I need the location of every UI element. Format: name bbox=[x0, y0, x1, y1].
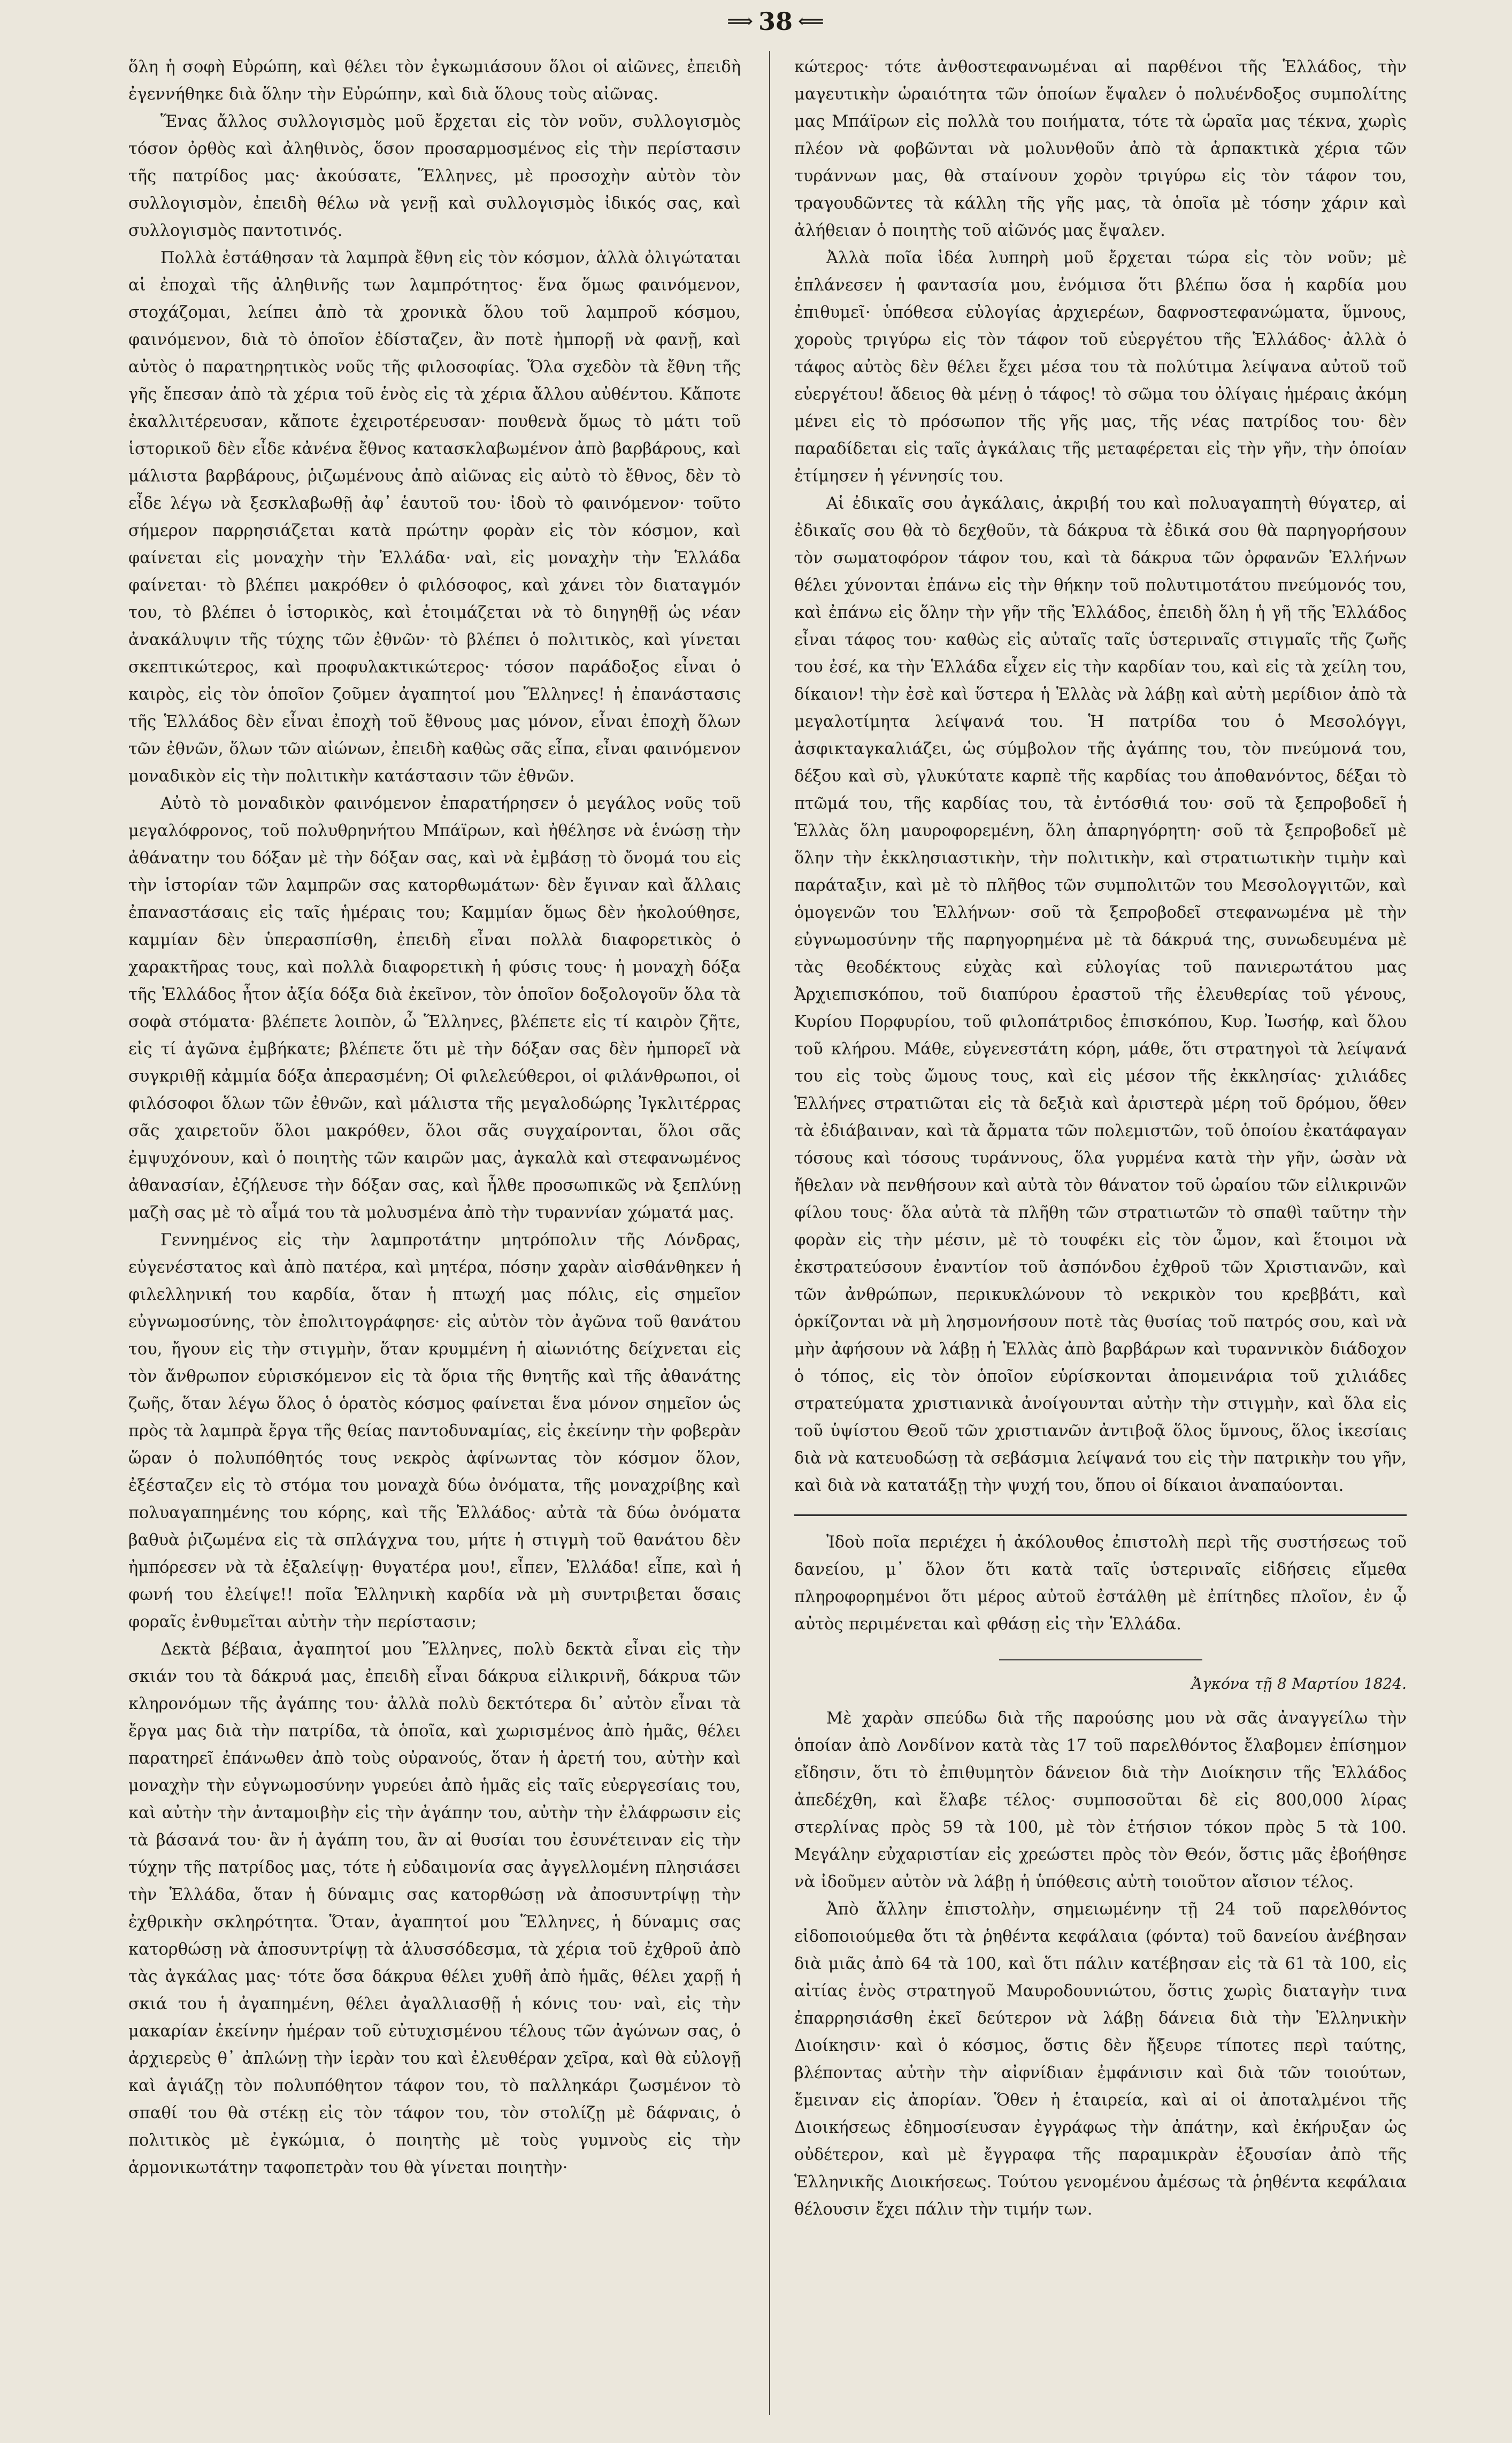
paragraph: ὅλη ἡ σοφὴ Εὐρώπη, καὶ θέλει τὸν ἐγκωμιάσουν ὅλοι οἱ αἰῶνες, ἐπειδὴ ἐγεννήθηκε διὰ ὅλην τὴν Εὐρώπην, καὶ διὰ ὅλους τοὺς αἰῶνας. bbox=[128, 58, 741, 104]
letter-paragraph: Μὲ χαρὰν σπεύδω διὰ τῆς παρούσης μου νὰ σᾶς ἀναγγείλω τὴν ὁποίαν ἀπὸ Λονδίνον κατὰ τὰς 17 τοῦ παρελθόντος ἔλαβομεν ἐπίσημον εἴδησιν, ὅτι τὸ ἐπιθυμητὸν δάνειον διὰ τὴν Διοίκησιν τῆς Ἑλλάδος ἀπεδέχθη, καὶ ἔλαβε τέλος· συμποσοῦται δὲ εἰς 800,000 λίρας στερλίνας πρὸς 59 τὰ 100, μὲ τὸν ἐτήσιον τόκον πρὸς 5 τὰ 100. Μεγάλην εὐχαριστίαν εἰς χρεώστει πρὸς τὸν Θεόν, ὅστις μᾶς ἐβοήθησε νὰ ἰδοῦμεν αὐτὸν νὰ λάβῃ ἡ ὑπόθεσις αὐτὴ τοιοῦτον αἴσιον τέλος. bbox=[794, 1709, 1407, 1891]
letter-paragraph: Ἀπὸ ἄλλην ἐπιστολὴν, σημειωμένην τῇ 24 τοῦ παρελθόντος εἰδοποιούμεθα ὅτι τὰ ῥηθέντα κεφάλαια (φόντα) τοῦ δανείου ἀνέβησαν διὰ μιᾶς ἀπὸ 64 τὰ 100, καὶ ὅτι πάλιν κατέβησαν εἰς τὰ 61 τὰ 100, εἰς αἰτίας ἑνὸς στρατηγοῦ Μαυροδουνιώτου, ὅστις χωρὶς διαταγὴν τινα ἐπαρρησιάσθη ἐκεῖ δεύτερον νὰ λάβῃ δάνεια διὰ τὴν Ἑλληνικὴν Διοίκησιν· καὶ ὁ κόσμος, ὅστις δὲν ἤξευρε τίποτες περὶ ταύτης, βλέποντας αὐτὴν τὴν αἰφνίδιαν ἐμφάνισιν καὶ διὰ τῶν τοιούτων, ἔμειναν εἰς ἀπορίαν. Ὅθεν ἡ ἑταιρεία, καὶ αἱ οἱ ἀποταλμένοι τῆς Διοικήσεως ἐδημοσίευσαν ἐγγράφως τὴν ἀπάτην, καὶ ἐκήρυξαν ὡς οὐδέτερον, καὶ μὲ ἔγγραφα τῆς παραμικρὰν ἐξουσίαν ἀπὸ τῆς Ἑλληνικῆς Διοικήσεως. Τούτου γενομένου ἀμέσως τὰ ῥηθέντα κεφάλαια θέλουσιν ἔχει πάλιν τὴν τιμήν των. bbox=[794, 1900, 1407, 2219]
left-column bbox=[128, 53, 741, 2181]
paragraph: Αὐτὸ τὸ μοναδικὸν φαινόμενον ἐπαρατήρησεν ὁ μεγάλος νοῦς τοῦ μεγαλόφρονος, τοῦ πολυθρηνήτου Μπάϊρων, καὶ ἠθέλησε νὰ ἑνώσῃ τὴν ἀθάνατην του δόξαν μὲ τὴν δόξαν σας, καὶ νὰ ἐμβάσῃ τὸ ὄνομά του εἰς τὴν ἱστορίαν τῶν λαμπρῶν σας κατορθωμάτων· δὲν ἔγιναν καὶ ἄλλαις ἐπαναστάσαις εἰς ταῖς ἡμέραις του; Καμμίαν ὅμως δὲν ἠκολούθησε, καμμίαν δὲν ὑπερασπίσθη, ἐπειδὴ εἶναι πολλὰ διαφορετικὸς ὁ χαρακτῆρας τους, καὶ πολλὰ διαφορετικὴ ἡ φύσις τους· ἡ μοναχὴ δόξα τῆς Ἑλλάδος ἦτον ἀξία δόξα διὰ ἐκεῖνον, τὸν ὁποῖον δοξολογοῦν ὅλα τὰ σοφὰ στόματα· βλέπετε λοιπὸν, ὦ Ἕλληνες, βλέπετε εἰς τί καιρὸν ζῆτε, εἰς τί ἀγῶνα ἐμβήκατε; βλέπετε ὅτι μὲ τὴν δόξαν σας δὲν ἠμπορεῖ νὰ συγκριθῇ κἀμμία δόξα ἀπερασμένη; Οἱ φιλελεύθεροι, οἱ φιλάνθρωποι, οἱ φιλόσοφοι ὅλων τῶν ἐθνῶν, καὶ μάλιστα τῆς μεγαλοδώρης Ἰγκλιτέρρας σᾶς χαιρετοῦν ὅλοι μακρόθεν, ὅλοι σᾶς συγχαίρονται, ὅλοι σᾶς ἐμψυχόνουν, καὶ ὁ ποιητὴς τῶν καιρῶν μας, ἀγκαλὰ καὶ στεφανωμένος ἀθανασίαν, ἐζήλευσε τὴν δόξαν σας, καὶ ἦλθε προσωπικῶς νὰ ξεπλύνῃ μαζὴ σας μὲ τὸ αἷμά του τὰ μολυσμένα ἀπὸ τὴν τυραννίαν χώματά μας. bbox=[128, 794, 741, 1222]
page-header bbox=[727, 5, 824, 37]
section-rule bbox=[794, 1514, 1407, 1516]
notice-paragraph: Ἰδοὺ ποῖα περιέχει ἡ ἀκόλουθος ἐπιστολὴ περὶ τῆς συστήσεως τοῦ δανείου, μ᾽ ὅλον ὅτι κατὰ ταῖς ὑστεριναῖς εἰδήσεις εἴμεθα πληροφορημένοι ὅτι μέρος αὐτοῦ ἐστάλθη μὲ ἐπίτηδες πλοῖον, ἐν ᾧ αὐτὸς περιμένεται καὶ φθάσῃ εἰς τὴν Ἑλλάδα. bbox=[794, 1533, 1407, 1634]
paragraph: Ἕνας ἄλλος συλλογισμὸς μοῦ ἔρχεται εἰς τὸν νοῦν, συλλογισμὸς τόσον ὀρθὸς καὶ ἀληθινὸς, ὅσον προσαρμοσμένος εἰς τὴν περίστασιν τῆς πατρίδος μας· ἀκούσατε, Ἕλληνες, μὲ προσοχὴν αὐτὸν τὸν συλλογισμὸν, ἐπειδὴ θέλω νὰ γενῇ καὶ συλλογισμὸς ἰδικός σας, καὶ συλλογισμὸς παντοτινός. bbox=[128, 112, 741, 240]
letter-dateline: Ἀγκόνα τῇ 8 Μαρτίου 1824. bbox=[1191, 1675, 1407, 1693]
short-rule bbox=[999, 1659, 1202, 1660]
paragraph: Γεννημένος εἰς τὴν λαμπροτάτην μητρόπολιν τῆς Λόνδρας, εὐγενέστατος καὶ ἀπὸ πατέρα, καὶ μητέρα, πόσην χαρὰν αἰσθάνθηκεν ἡ φιλελληνική του καρδία, ὅταν ἡ πτωχή μας πόλις, εἰς σημεῖον εὐγνωμοσύνης, τὸν ἐπολιτογράφησε· εἰς αὐτὸν τὸν ἀγῶνα τοῦ θανάτου του, ἤγουν εἰς τὴν στιγμὴν, ὅταν κρυμμένη ἡ αἰωνιότης δείχνεται εἰς τὸν ἄνθρωπον εὑρισκόμενον εἰς τὰ ὅρια τῆς θνητῆς καὶ τῆς ἀθανάτης ζωῆς, ὅταν λέγω ὅλος ὁ ὁρατὸς κόσμος φαίνεται ἕνα μόνον σημεῖον ὡς πρὸς τὰ λαμπρὰ ἔργα τῆς θείας παντοδυναμίας, εἰς ἐκείνην τὴν φοβερὰν ὥραν ὁ πολυπόθητός τους νεκρὸς ἀφίνωντας τὸν κόσμον ὅλον, ἐξέσταζεν εἰς τὸ στόμα του μοναχὰ δύω ὀνόματα, τῆς μοναχρίβης καὶ πολυαγαπημένης του κόρης, καὶ τῆς Ἑλλάδος· αὐτὰ τὰ δύω ὀνόματα βαθυὰ ῥιζωμένα εἰς τὰ σπλάγχνα του, μήτε ἡ στιγμὴ τοῦ θανάτου δὲν ἠμπόρεσεν νὰ τὰ ἐξαλείψῃ· θυγατέρα μου!, εἶπεν, Ἑλλάδα! εἶπε, καὶ ἡ φωνή του ἐλείψε!! ποῖα Ἑλληνικὴ καρδία νὰ μὴ συντριβεται ὅσαις φοραῖς ἐνθυμεῖται αὐτὴν τὴν περίστασιν; bbox=[128, 1231, 741, 1632]
paragraph: Ἀλλὰ ποῖα ἰδέα λυπηρὴ μοῦ ἔρχεται τώρα εἰς τὸν νοῦν; μὲ ἐπλάνεσεν ἡ φαντασία μου, ἐνόμισα ὅτι βλέπω ὅσα ἡ καρδία μου ἐπιθυμεῖ· ὑπόθεσα εὐλογίας ἀρχιερέων, δαφνοστεφανώματα, ὕμνους, χοροὺς τριγύρω εἰς τὸν τάφον τοῦ εὐεργέτου τῆς Ἑλλάδος· ἀλλὰ ὁ τάφος αὐτὸς δὲν θέλει ἔχει μέσα του τὰ πολύτιμα λείψανα αὐτοῦ τοῦ εὐεργέτου! ἄδειος θὰ μένῃ ὁ τάφος! τὸ σῶμα του ὀλίγαις ἡμέραις ἀκόμη μένει εἰς τὸ πρόσωπον τῆς γῆς μας, τῆς νέας πατρίδος του· δὲν παραδίδεται εἰς ταῖς ἀγκάλαις τῆς μεταφέρεται εἰς τὴν γῆν, τὴν ὁποίαν ἐτίμησεν ἡ γέννησίς του. bbox=[794, 249, 1407, 486]
ornament-left-icon: ⟹ bbox=[727, 11, 753, 32]
column-divider bbox=[769, 51, 770, 2415]
page-number: 38 bbox=[758, 7, 793, 36]
paragraph: κώτερος· τότε ἀνθοστεφανωμέναι αἱ παρθένοι τῆς Ἑλλάδος, τὴν μαγευτικὴν ὡραιότητα τῶν ὁποίων ἔψαλεν ὁ πολυένδοξος συμπολίτης μας Μπάϊρων εἰς πολλὰ του ποιήματα, τότε τὰ ὡραῖα μας τέκνα, χωρὶς πλέον νὰ φοβῶνται νὰ μολυνθοῦν ἀπὸ τὰ ἁρπακτικὰ χέρια τῶν τυράννων μας, θὰ σταίνουν χορὸν τριγύρω εἰς τὸν τάφον του, τραγουδῶντες τὰ κάλλη τῆς γῆς μας, τὰ ὁποῖα μὲ τόσην χάριν καὶ ἀλήθειαν ὁ ποιητὴς τοῦ αἰῶνός μας ἔψαλεν. bbox=[794, 58, 1407, 240]
ornament-right-icon: ⟸ bbox=[798, 11, 824, 32]
paragraph: Πολλὰ ἐστάθησαν τὰ λαμπρὰ ἔθνη εἰς τὸν κόσμον, ἀλλὰ ὀλιγώταται αἱ ἐποχαὶ τῆς ἀληθινῆς των λαμπρότητος· ἕνα ὅμως φαινόμενον, στοχάζομαι, λείπει ἀπὸ τὰ χρονικὰ ὅλου τοῦ λαμπροῦ κόσμου, φαινόμενον, διὰ τὸ ὁποῖον ἐδίσταζεν, ἂν ποτὲ ἠμπορῇ νὰ φανῇ, καὶ αὐτὸς ὁ παρατηρητικὸς νοῦς τῆς φιλοσοφίας. Ὅλα σχεδὸν τὰ ἔθνη τῆς γῆς ἔπεσαν ἀπὸ τὰ χέρια τοῦ ἑνὸς εἰς τὰ χέρια ἄλλου αὐθέντου. Κἄποτε ἐκαλλιτέρευσαν, κἄποτε ἐχειροτέρευσαν· πουθενὰ ὅμως τὸ μάτι τοῦ ἱστορικοῦ δὲν εἶδε κἀνένα ἔθνος κατασκλαβωμένον ἀπὸ βαρβάρους, καὶ μάλιστα βαρβάρους, ῥιζωμένους ἀπὸ αἰῶνας εἰς αὐτὸ τὸ ἔθνος, δὲν τὸ εἶδε λέγω νὰ ξεσκλαβωθῇ ἀφ᾽ ἑαυτοῦ του· ἰδοὺ τὸ φαινόμενον· τοῦτο σήμερον παρρησιάζεται κατὰ πρώτην φορὰν εἰς τὸν κόσμον, καὶ φαίνεται εἰς μοναχὴν τὴν Ἑλλάδα· ναὶ, εἰς μοναχὴν τὴν Ἑλλάδα φαίνεται· τὸ βλέπει μακρόθεν ὁ φιλόσοφος, καὶ χάνει τὸν διαταγμόν του, τὸ βλέπει ὁ ἱστορικὸς, καὶ ἑτοιμάζεται νὰ τὸ διηγηθῇ ὡς νέαν ἀνακάλυψιν τῆς τύχης τῶν ἐθνῶν· τὸ βλέπει ὁ πολιτικὸς, καὶ γίνεται σκεπτικώτερος, καὶ προφυλακτικώτερος· τόσον παράδοξος εἶναι ὁ καιρὸς, εἰς τὸν ὁποῖον ζοῦμεν ἀγαπητοί μου Ἕλληνες! ἡ ἐπανάστασις τῆς Ἑλλάδος δὲν εἶναι ἐποχὴ τοῦ ἔθνους μας μόνον, εἶναι ἐποχὴ ὅλων τῶν ἐθνῶν, ὅλων τῶν αἰώνων, ἐπειδὴ καθὼς σᾶς εἶπα, εἶναι φαινόμενον μοναδικὸν εἰς τὴν πολιτικὴν κατάστασιν τῶν ἐθνῶν. bbox=[128, 249, 741, 786]
paragraph: Δεκτὰ βέβαια, ἀγαπητοί μου Ἕλληνες, πολὺ δεκτὰ εἶναι εἰς τὴν σκιάν του τὰ δάκρυά μας, ἐπειδὴ εἶναι δάκρυα εἰλικρινῆ, δάκρυα τῶν κληρονόμων τῆς ἀγάπης του· ἀλλὰ πολὺ δεκτότερα δι᾽ αὐτὸν εἶναι τὰ ἔργα μας διὰ τὴν πατρίδα, τὰ ὁποῖα, καὶ χωρισμένος ἀπὸ ἡμᾶς, θέλει παρατηρεῖ ἐπάνωθεν ἀπὸ τοὺς οὐρανούς, ὅταν ἡ ἀρετή του, αὐτὴν καὶ μοναχὴν τὴν εὐγνωμοσύνην γυρεύει ἀπὸ ἡμᾶς εἰς ταῖς εὐεργεσίαις του, καὶ αὐτὴν τὴν ἀνταμοιβὴν εἰς τὴν ἀγάπην του, αὐτὴν τὴν ἐλάφρωσιν εἰς τὰ βάσανά του· ἂν ἡ ἀγάπη του, ἂν αἱ θυσίαι του ἐσυνέτειναν εἰς τὴν τύχην τῆς πατρίδος μας, τότε ἡ εὐδαιμονία σας ἀγγελλομένη πλησιάσει τὴν Ἑλλάδα, ὅταν ἡ δύναμις σας κατορθώσῃ νὰ ἀποσυντρίψῃ τὴν ἐχθρικὴν σκληρότητα. Ὅταν, ἀγαπητοί μου Ἕλληνες, ἡ δύναμις σας κατορθώσῃ νὰ ἀποσυντρίψῃ τὰ ἁλυσσόδεσμα, τὰ χέρια τοῦ ἐχθροῦ ἀπὸ τὰς ἀγκάλας μας· τότε ὅσα δάκρυα θέλει χυθῆ ἀπὸ ἡμᾶς, θέλει χαρῇ ἡ σκιά του ἡ ἀγαπημένη, θέλει ἀγαλλιασθῇ ἡ κόνις του· ναὶ, εἰς τὴν μακαρίαν ἐκείνην ἡμέραν τοῦ εὐτυχισμένου τέλους τῶν ἀγώνων σας, ὁ ἀρχιερεὺς θ᾽ ἀπλώνῃ τὴν ἱερὰν του καὶ ἐλευθέραν χεῖρα, καὶ θὰ εὐλογῇ καὶ ἁγιάζῃ τὸν πολυπόθητον τάφον του, τὸ παλληκάρι ζωσμένον τὸ σπαθί του θὰ στέκῃ εἰς τὸν τάφον του, τὸν στολίζῃ μὲ δάφναις, ὁ πολιτικὸς μὲ ἐγκώμια, ὁ ποιητὴς μὲ τοὺς γυμνοὺς εἰς τὴν ἁρμονικωτάτην ταφοπετρὰν του θὰ γίνεται ποιητὴν· bbox=[128, 1640, 741, 2177]
paragraph: Αἱ ἐδικαῖς σου ἀγκάλαις, ἀκριβή του καὶ πολυαγαπητὴ θύγατερ, αἱ ἐδικαῖς σου θὰ τὸ δεχθοῦν, τὰ δάκρυα τὰ ἐδικά σου θὰ παρηγορήσουν τὸν σωματοφόρον τάφον του, καὶ τὰ δάκρυα τῶν ὀρφανῶν Ἑλλήνων θέλει χύνονται ἐπάνω εἰς τὴν θήκην τοῦ πολυτιμοτάτου πνεύμονός του, καὶ ἐπάνω εἰς ὅλην τὴν γῆν τῆς Ἑλλάδος, ἐπειδὴ ὅλη ἡ γῆ τῆς Ἑλλάδος εἶναι τάφος του· καθὼς εἰς αὐταῖς ταῖς ὑστεριναῖς στιγμαῖς τῆς ζωῆς του ἐσέ, κα τὴν Ἑλλάδα εἶχεν εἰς τὴν καρδίαν του, καὶ εἰς τὰ χείλη του, δίκαιον! τὴν ἐσὲ καὶ ὕστερα ἡ Ἑλλὰς νὰ λάβῃ καὶ αὐτὴ μερίδιον ἀπὸ τὰ μεγαλοτίμητα λείψανά του. Ἡ πατρίδα του ὁ Μεσολόγγι, ἀσφικταγκαλιάζει, ὡς σύμβολον τῆς ἀγάπης του, τὸν πνεύμονά του, δέξου καὶ σὺ, γλυκύτατε καρπὲ τῆς καρδίας του ἀποθανόντος, δέξαι τὸ πτῶμά του, τῆς καρδίας του, τὰ ἐντόσθιά του· σοῦ τὰ ξεπροβοδεῖ ἡ Ἑλλὰς ὅλη μαυροφορεμένη, ὅλη ἀπαρηγόρητη· σοῦ τὰ ξεπροβοδεῖ μὲ ὅλην τὴν ἐκκλησιαστικὴν, τὴν πολιτικὴν, καὶ στρατιωτικὴν τιμὴν καὶ παράταξιν, καὶ μὲ τὸ πλῆθος τῶν συμπολιτῶν του Μεσολογγιτῶν, καὶ ὁμογενῶν του Ἑλλήνων· σοῦ τὰ ξεπροβοδεῖ στεφανωμένα μὲ τὴν εὐγνωμοσύνην τῆς παρηγορημένα μὲ τὰ δάκρυά της, συνωδευμένα μὲ τὰς θεοδέκτους εὐχὰς καὶ εὐλογίας τοῦ πανιερωτάτου μας Ἀρχιεπισκόπου, τοῦ διαπύρου ἐραστοῦ τῆς ἐλευθερίας τοῦ γένους, Κυρίου Πορφυρίου, τοῦ φιλοπάτριδος ἐπισκόπου, Κυρ. Ἰωσήφ, καὶ ὅλου τοῦ κλήρου. Μάθε, εὐγενεστάτη κόρη, μάθε, ὅτι στρατηγοὶ τὰ λείψανά του εἰς τοὺς ὤμους τους, καὶ εἰς μέσον τῆς ἐκκλησίας· χιλιάδες Ἑλλήνες στρατιῶται εἰς τὰ δεξιὰ καὶ ἀριστερὰ μέρη τοῦ δρόμου, ὅθεν τὰ ἐδιάβαιναν, καὶ τὰ ἄρματα τῶν πολεμιστῶν, τοῦ ὁποίου ἐκατάφαγαν τόσους καὶ τόσους τυράννους, ὅλα γυρμένα κατὰ τὴν γῆν, ὡσὰν νὰ ἤθελαν νὰ πενθήσουν καὶ αὐτὰ τὸν θάνατον τοῦ ὡραίου τῶν εἰλικρινῶν φίλου τους· ὅλα αὐτὰ τὰ πλῆθη τῶν στρατιωτῶν τὸ σπαθὶ ταῦτην τὴν φορὰν εἰς τὴν μέσιν, μὲ τὸ τουφέκι εἰς τὸν ὦμον, καὶ ἕτοιμοι νὰ ἐκστρατεύσουν ἐναντίον τοῦ ἀσπόνδου ἐχθροῦ τῶν Χριστιανῶν, καὶ τῶν ἀνθρώπων, περικυκλώνουν τὸ νεκρικὸν του κρεββάτι, καὶ ὁρκίζονται νὰ μὴ λησμονήσουν ποτὲ τὰς θυσίας τοῦ πατρός σου, καὶ νὰ μὴν ἀφήσουν νὰ λάβῃ ἡ Ἑλλὰς ἀπὸ βαρβάρων καὶ τυραννικὸν διάδοχον ὁ τόπος, εἰς τὸν ὁποῖον εὑρίσκονται ἀπομεινάρια τοῦ χιλιάδες στρατεύματα χριστιανικὰ ἀνοίγουνται αὐτὴν τὴν στιγμὴν, καὶ ὅλα εἰς τοῦ ὑψίστου Θεοῦ τῶν χριστιανῶν ἀντιβοᾷ ὅλος ὕμνους, ὅλος ἱκεσίαις διὰ νὰ κατευοδώσῃ τὰ σεβάσμια λείψανά του εἰς τὴν πατρικὴν του γῆν, καὶ διὰ νὰ κατατάξῃ τὴν ψυχή του, ὅπου οἱ δίκαιοι ἀναπαύονται. bbox=[794, 494, 1407, 1495]
right-column bbox=[794, 53, 1407, 2223]
